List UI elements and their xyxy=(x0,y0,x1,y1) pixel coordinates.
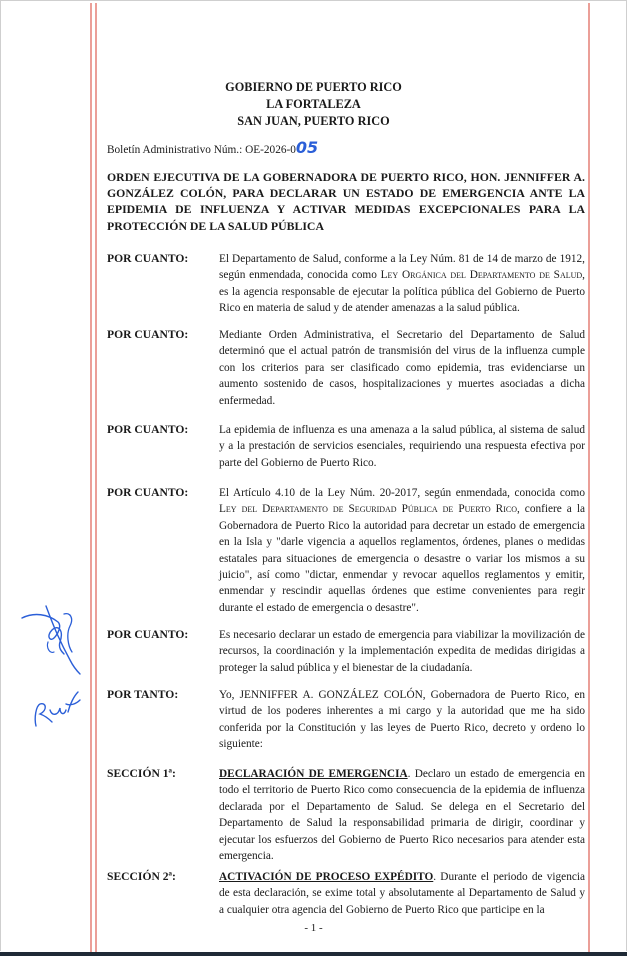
page-number: - 1 - xyxy=(304,922,323,934)
order-title: ORDEN EJECUTIVA DE LA GOBERNADORA DE PUERTO RICO, HON. JENNIFFER A. GONZÁLEZ COLÓN, PARA DECLARAR UN ESTADO DE EMERGENCIA ANTE LA EPIDEMIA DE INFLUENZA Y ACTIVAR MEDIDAS EXCEPCIONALES PARA LA PROTECCIÓN DE LA SALUD PÚBLICA xyxy=(107,170,585,233)
section-label: SECCIÓN 2ª: xyxy=(107,870,176,883)
section-text: ACTIVACIÓN DE PROCESO EXPÉDITO. Durante el periodo de vigencia de esta declaración, se exime total y absolutamente al Departamento de Salud y a cualquier otra agencia del Gobierno de Puerto Rico que participe en la xyxy=(219,871,586,916)
header-fortaleza: LA FORTALEZA xyxy=(266,97,361,111)
clause-label: POR TANTO: xyxy=(107,688,179,701)
clause-text: Yo, JENNIFFER A. GONZÁLEZ COLÓN, Gobernadora de Puerto Rico, en virtud de los poderes inherentes a mi cargo y la autoridad que me ha sido conferida por la Constitución y las leyes de Puerto Rico, decreto y ordeno lo siguiente: xyxy=(219,689,585,751)
header-city: SAN JUAN, PUERTO RICO xyxy=(237,114,390,128)
clause-label: POR CUANTO: xyxy=(107,423,189,436)
clause-text: El Artículo 4.10 de la Ley Núm. 20-2017, según enmendada, conocida como Ley del Departamento de Seguridad Pública de Puerto Rico, confiere a la Gobernadora de Puerto Rico la autoridad para decretar un estado de emergencia en la Isla y "darle vigencia a aquellos reglamentos, órdenes, planes o medidas estatales para situaciones de emergencia o desastre o variar los mismos a su juicio", así como "dictar, enmendar y revocar aquellos reglamentos y emitir, enmendar y rescindir aquellas órdenes que estime convenientes para regir durante el estado de emergencia o desastre". xyxy=(219,487,585,614)
clause-label: POR CUANTO: xyxy=(107,486,189,499)
bulletin-label: Boletín Administrativo Núm.: OE-2026-0 xyxy=(107,144,296,156)
section-label: SECCIÓN 1ª: xyxy=(107,767,176,780)
signature-initials-1-icon xyxy=(18,602,88,677)
clause-label: POR CUANTO: xyxy=(107,252,189,265)
section-heading: ACTIVACIÓN DE PROCESO EXPÉDITO xyxy=(219,871,434,883)
clause-text: El Departamento de Salud, conforme a la Ley Núm. 81 de 14 de marzo de 1912, según enmendada, conocida como Ley Orgánica del Departamento de Salud, es la agencia responsable de ejecutar la política pública del Gobierno de Puerto Rico en materia de salud y de atender amenazas a la salud pública. xyxy=(219,253,585,315)
section-heading: DECLARACIÓN DE EMERGENCIA xyxy=(219,768,408,780)
left-margin-line-inner xyxy=(95,3,97,952)
clause-label: POR CUANTO: xyxy=(107,328,189,341)
clause-label: POR CUANTO: xyxy=(107,628,189,641)
clause-text: Mediante Orden Administrativa, el Secretario del Departamento de Salud determinó que el actual patrón de transmisión del virus de la influenza cumple con los criterios para ser clasificado como epidemia, tras evidenciarse un aumento sostenido de casos, hospitalizaciones y muertes asociadas a dicha enfermedad. xyxy=(219,329,585,407)
header-government: GOBIERNO DE PUERTO RICO xyxy=(225,80,402,94)
clause-text: La epidemia de influenza es una amenaza a la salud pública, al sistema de salud y a la prestación de servicios esenciales, requiriendo una respuesta efectiva por parte del Gobierno de Puerto Rico. xyxy=(219,424,585,469)
signature-initials-2-icon xyxy=(30,688,82,728)
section-text: DECLARACIÓN DE EMERGENCIA. Declaro un estado de emergencia en todo el territorio de Puerto Rico como consecuencia de la epidemia de influenza declarada por el Departamento de Salud. Se delega en el Secretario del Departamento de Salud la responsabilidad primaria de dirigir, coordinar y ejecutar los esfuerzos del Gobierno de Puerto Rico necesarios para atender esta emergencia. xyxy=(219,768,585,863)
handwritten-number: 05 xyxy=(295,138,319,157)
right-margin-line xyxy=(588,3,590,952)
clause-text: Es necesario declarar un estado de emergencia para viabilizar la movilización de recursos, la coordinación y la implementación expedita de medidas dirigidas a proteger la salud pública y el bienestar de la ciudadanía. xyxy=(219,629,585,674)
window-bottom-bar xyxy=(0,952,627,956)
left-margin-line-outer xyxy=(90,3,92,952)
bulletin-number xyxy=(107,138,318,157)
